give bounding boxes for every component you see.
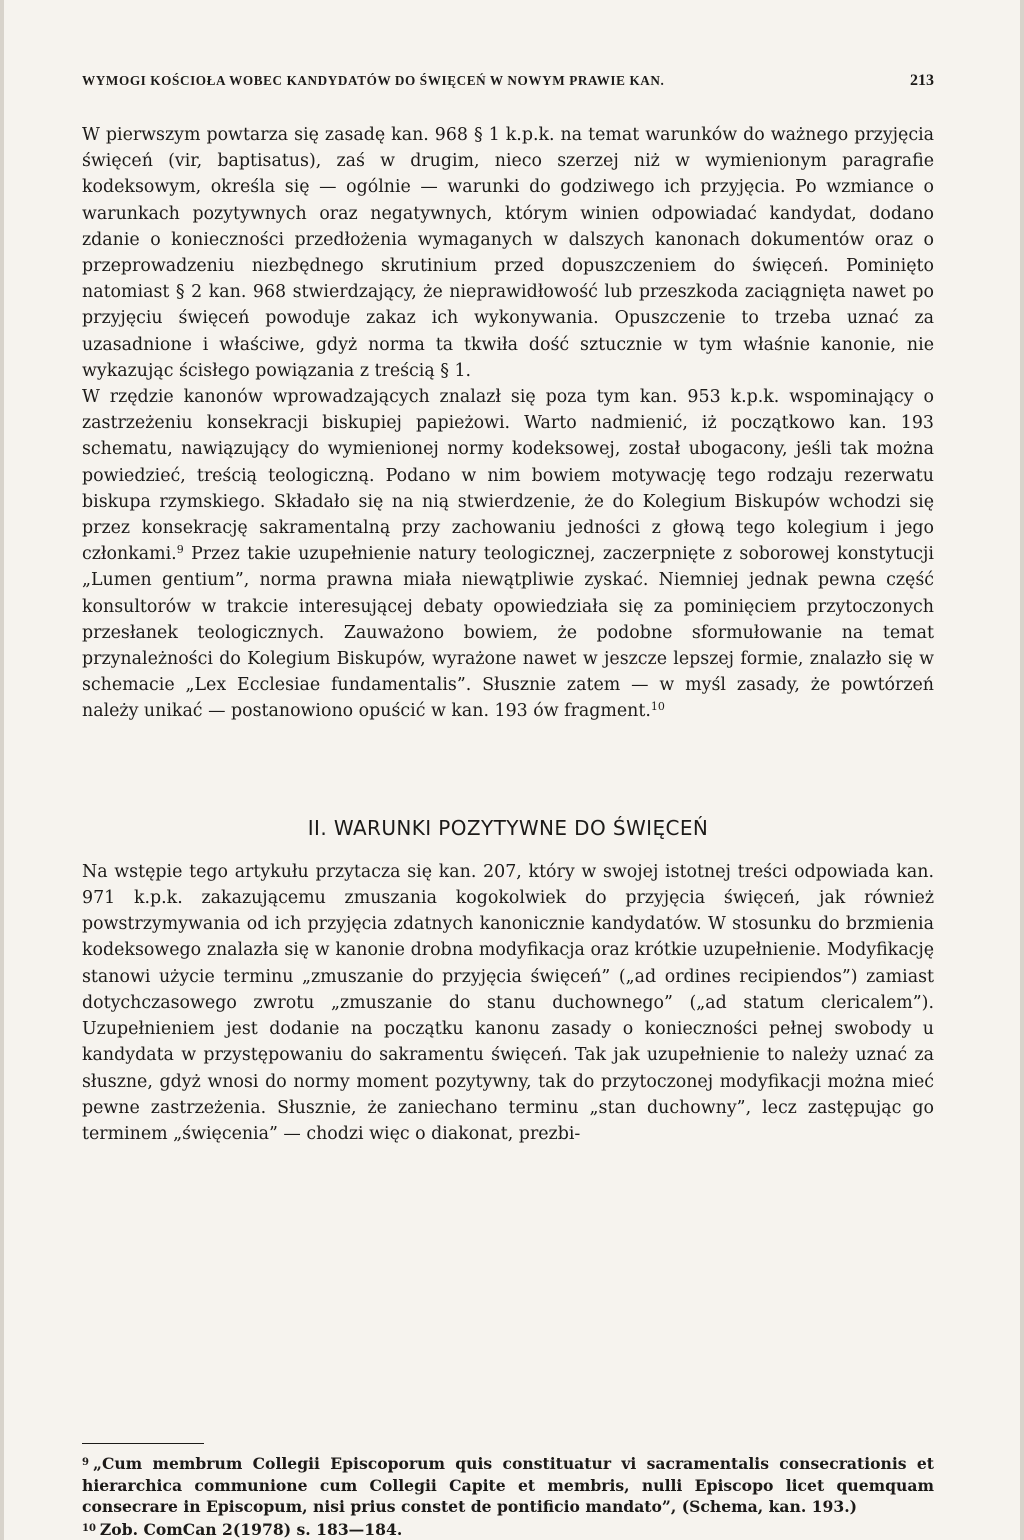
footnote-10-text: Zob. ComCan 2(1978) s. 183—184. (99, 1519, 403, 1539)
footnote-9-mark: 9 (82, 1457, 89, 1468)
footnote-10-mark: 10 (82, 1522, 96, 1534)
body-text (82, 122, 934, 1147)
footnote-10 (82, 1518, 934, 1540)
running-head (82, 72, 934, 90)
footnote-rule (82, 1443, 204, 1444)
footnote-ref-9[interactable]: 9 (176, 543, 184, 557)
paragraph-1: W pierwszym powtarza się zasadę kan. 968 § 1 k.p.k. na temat warunków do ważnego przyjęcia święceń (vir, baptisatus), zaś w drugim, nieco szerzej niż w wymienionym paragrafie kodeksowym, określa się — ogólnie — warunki do godziwego ich przyjęcia. Po wzmiance o warunkach pozytywnych oraz negatywnych, którym winien odpowiadać kandydat, dodano zdanie o konieczności przedłożenia wymaganych w dalszych kanonach dokumentów oraz o przeprowadzeniu niezbędnego skrutinium przed dopuszczeniem do święceń. Pominięto natomiast § 2 kan. 968 stwierdzający, że nieprawidłowość lub przeszkoda zaciągnięta nawet po przyjęciu święceń powoduje zakaz ich wykonywania. Opuszczenie to trzeba uznać za uzasadnione i właściwe, gdyż norma ta tkwiła dość sztucznie w tym właśnie kanonie, nie wykazując ścisłego powiązania z treścią § 1. (82, 125, 934, 381)
section-heading: II. WARUNKI POZYTYWNE DO ŚWIĘCEŃ (307, 815, 709, 840)
paragraph-2 (82, 384, 934, 725)
paragraph-3: Na wstępie tego artykułu przytacza się kan. 207, który w swojej istotnej treści odpowiada kan. 971 k.p.k. zakazującemu zmuszania kogokolwiek do przyjęcia święceń, jak również powstrzymywania od ich przyjęcia zdatnych kanonicznie kandydatów. W stosunku do brzmienia kodeksowego znalazła się w kanonie drobna modyfikacja oraz krótkie uzupełnienie. Modyfikację stanowi użycie terminu „zmuszanie do przyjęcia święceń” („ad ordines recipiendos”) zamiast dotychczasowego zwrotu „zmuszanie do stanu duchownego” („ad statum clericalem”). Uzupełnieniem jest dodanie na początku kanonu zasady o konieczności pełnej swobody u kandydata w przystępowaniu do sakramentu święceń. Tak jak uzupełnienie to należy uznać za słuszne, gdyż wnosi do normy moment pozytywny, tak do przytoczonej modyfikacji można mieć pewne zastrzeżenia. Słusznie, że zaniechano terminu „stan duchowny”, lecz zastępując go terminem „święcenia” — chodzi więc o diakonat, prezbi- (82, 861, 934, 1144)
paragraph-2-part-1: W rzędzie kanonów wprowadzających znalazł się poza tym kan. 953 k.p.k. wspominający o zastrzeżeniu konsekracji biskupiej papieżowi. Warto nadmienić, iż początkowo kan. 193 schematu, nawiązujący do wymienionej normy kodeksowej, został ubogacony, jeśli tak można powiedzieć, treścią teologiczną. Podano w nim bowiem motywację tego rodzaju rezerwatu biskupa rzymskiego. Składało się na nią stwierdzenie, że do Kolegium Biskupów wchodzi się przez konsekrację sakramentalną przy zachowaniu jedności z głową tego kolegium i jego członkami. (82, 387, 934, 565)
footnotes (82, 1452, 934, 1540)
footnote-ref-10[interactable]: 10 (650, 700, 665, 714)
page-number: 213 (910, 72, 934, 89)
footnote-9-text: „Cum membrum Collegii Episcoporum quis constituatur vi sacramentalis consecrationis et hierarchica communione cum Collegii Capite et membris, nulli Episcopo licet quemquam consecrare in Episcopum, nisi prius constet de pontificio mandato”, (Schema, kan. 193.) (82, 1454, 934, 1516)
page-edge-left (0, 0, 4, 1540)
footnote-9 (82, 1452, 934, 1518)
paragraph-2-part-2: Przez takie uzupełnienie natury teologicznej, zaczerpnięte z soborowej konstytucji „Lumen gentium”, norma prawna miała niewątpliwie zyskać. Niemniej jednak pewna część konsultorów w trakcie interesującej debaty opowiedziała się za pominięciem przytoczonych przesłanek teologicznych. Zauważono bowiem, że podobne sformułowanie na temat przynależności do Kolegium Biskupów, wyrażone nawet w jeszcze lepszej formie, znalazło się w schemacie „Lex Ecclesiae fundamentalis”. Słusznie zatem — w myśl zasady, że powtórzeń należy unikać — postanowiono opuścić w kan. 193 ów fragment. (82, 544, 934, 722)
running-title: WYMOGI KOŚCIOŁA WOBEC KANDYDATÓW DO ŚWIĘCEŃ W NOWYM PRAWIE KAN. (82, 73, 665, 88)
page-edge-right (1020, 0, 1024, 1540)
